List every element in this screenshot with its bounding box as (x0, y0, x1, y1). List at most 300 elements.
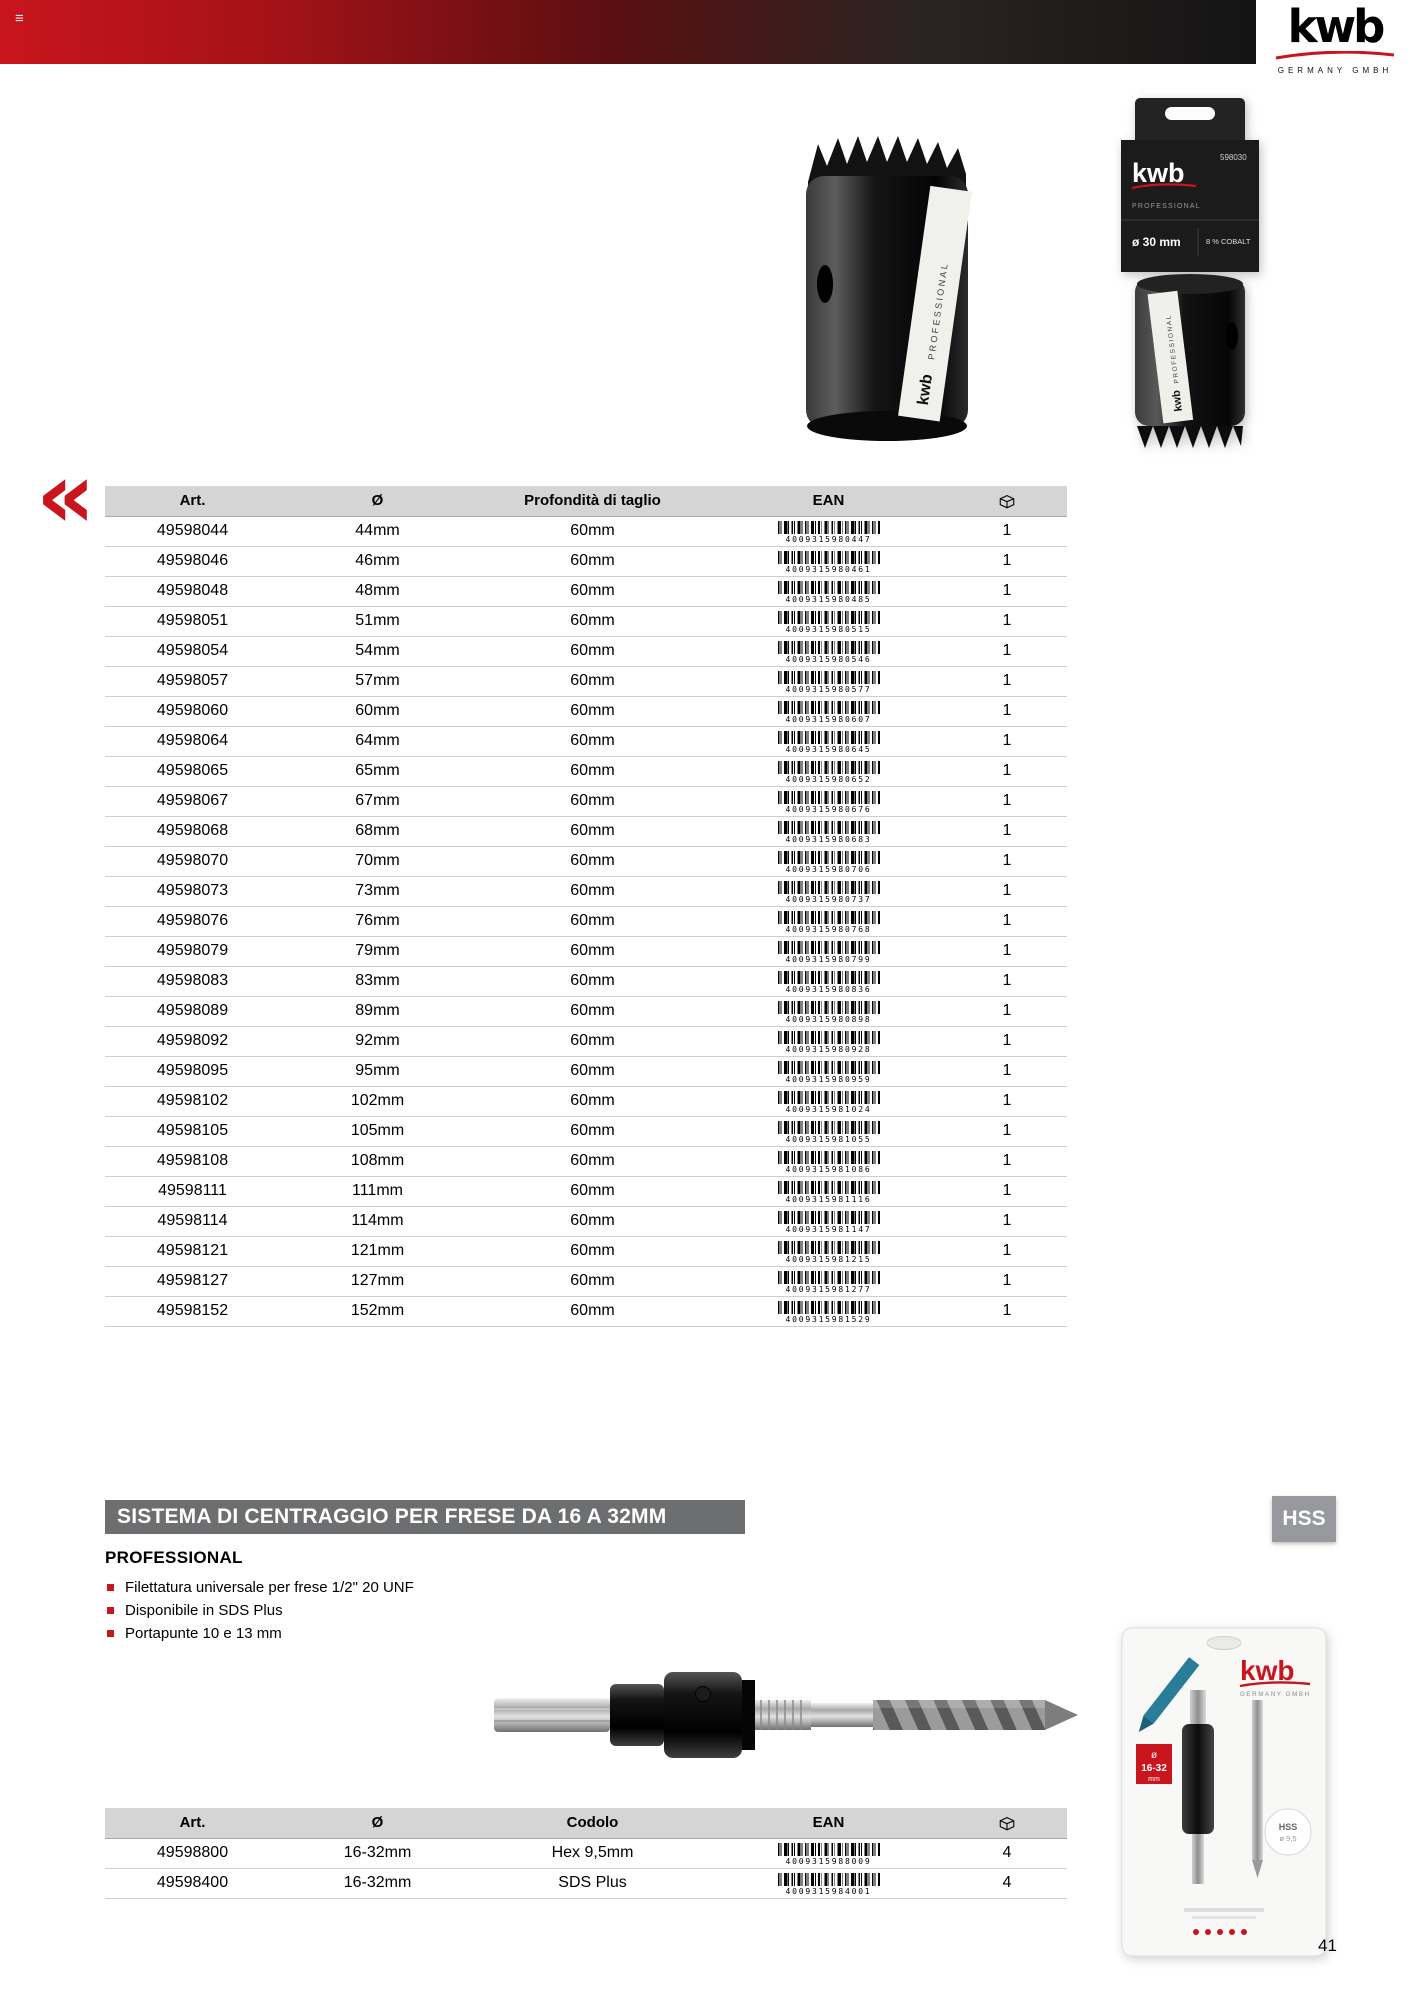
diameter-cell: 48mm (280, 576, 475, 606)
qty-cell: 1 (947, 636, 1067, 666)
hss-circle-label: HSS (1278, 1822, 1298, 1832)
barcode-digits: 4009315981024 (785, 1104, 872, 1114)
ean-barcode (778, 761, 880, 784)
set-screw (696, 1687, 711, 1702)
header-shank: Codolo (475, 1808, 710, 1838)
ean-cell (710, 996, 947, 1026)
qty-cell: 4 (947, 1838, 1067, 1868)
diameter-cell: 89mm (280, 996, 475, 1026)
ean-barcode (778, 1091, 880, 1114)
barcode-bars-icon (778, 761, 880, 774)
barcode-digits: 4009315984001 (785, 1886, 872, 1896)
art-cell: 49598114 (105, 1206, 280, 1236)
art-cell: 49598060 (105, 696, 280, 726)
ean-cell (710, 1838, 947, 1868)
barcode-digits: 4009315981147 (785, 1224, 872, 1234)
ean-cell (710, 1116, 947, 1146)
diameter-cell: 102mm (280, 1086, 475, 1116)
diameter-cell: 68mm (280, 816, 475, 846)
diameter-cell: 16-32mm (280, 1838, 475, 1868)
diameter-cell: 105mm (280, 1116, 475, 1146)
depth-cell: 60mm (475, 1296, 710, 1326)
barcode-digits: 4009315981215 (785, 1254, 872, 1264)
barcode-bars-icon (778, 821, 880, 834)
ean-cell (710, 1176, 947, 1206)
table-row (105, 1056, 1067, 1086)
barcode-bars-icon (778, 971, 880, 984)
barcode-bars-icon (778, 521, 880, 534)
barcode-bars-icon (778, 1843, 880, 1856)
art-cell: 49598095 (105, 1056, 280, 1086)
barcode-bars-icon (778, 941, 880, 954)
art-cell: 49598108 (105, 1146, 280, 1176)
barcode-bars-icon (778, 1061, 880, 1074)
drill-tip (1045, 1700, 1078, 1730)
blister-brand-subtitle: GERMANY GMBH (1240, 1691, 1311, 1698)
ean-barcode (778, 1001, 880, 1024)
qty-cell: 1 (947, 1086, 1067, 1116)
depth-cell: 60mm (475, 1056, 710, 1086)
ean-barcode (778, 581, 880, 604)
diameter-cell: 73mm (280, 876, 475, 906)
ean-cell (710, 1056, 947, 1086)
art-cell: 49598800 (105, 1838, 280, 1868)
barcode-bars-icon (778, 1241, 880, 1254)
diameter-cell: 127mm (280, 1266, 475, 1296)
qty-cell: 1 (947, 1026, 1067, 1056)
diameter-cell: 64mm (280, 726, 475, 756)
barcode-bars-icon (778, 731, 880, 744)
art-cell: 49598079 (105, 936, 280, 966)
table-row (105, 1868, 1067, 1898)
hole-saw-image (792, 104, 982, 457)
barcode-bars-icon (778, 1121, 880, 1134)
ean-cell (710, 1266, 947, 1296)
package-sku: 598030 (1220, 153, 1247, 162)
table-row (105, 1176, 1067, 1206)
qty-cell: 1 (947, 876, 1067, 906)
barcode-digits: 4009315980447 (785, 534, 872, 544)
barcode-bars-icon (778, 1301, 880, 1314)
barcode-bars-icon (778, 791, 880, 804)
ean-barcode (778, 551, 880, 574)
barcode-digits: 4009315980515 (785, 624, 872, 634)
qty-cell: 1 (947, 1206, 1067, 1236)
qty-cell: 1 (947, 846, 1067, 876)
ean-barcode (778, 701, 880, 724)
feature-list (107, 1576, 414, 1645)
barcode-digits: 4009315980737 (785, 894, 872, 904)
barcode-bars-icon (778, 911, 880, 924)
barcode-digits: 4009315980645 (785, 744, 872, 754)
hole-saw-table (105, 486, 1067, 1327)
diameter-cell: 60mm (280, 696, 475, 726)
barcode-digits: 4009315981116 (785, 1194, 872, 1204)
ean-barcode (778, 1061, 880, 1084)
barcode-bars-icon (778, 1031, 880, 1044)
package-series: PROFESSIONAL (1132, 203, 1201, 210)
art-cell: 49598068 (105, 816, 280, 846)
ean-cell (710, 696, 947, 726)
depth-cell: 60mm (475, 756, 710, 786)
art-cell: 49598046 (105, 546, 280, 576)
ean-cell (710, 1206, 947, 1236)
bullet-square-icon (107, 1630, 114, 1637)
arbor-product-image (478, 1636, 1098, 1801)
ean-barcode (778, 1121, 880, 1144)
table-row (105, 1838, 1067, 1868)
diameter-cell: 111mm (280, 1176, 475, 1206)
depth-cell: 60mm (475, 1146, 710, 1176)
barcode-digits: 4009315980577 (785, 684, 872, 694)
qty-cell: 1 (947, 546, 1067, 576)
table-row (105, 1146, 1067, 1176)
barcode-bars-icon (778, 611, 880, 624)
depth-cell: 60mm (475, 636, 710, 666)
barcode-bars-icon (778, 1181, 880, 1194)
barcode-bars-icon (778, 641, 880, 654)
ean-cell (710, 666, 947, 696)
table-row (105, 966, 1067, 996)
ean-cell (710, 876, 947, 906)
diameter-cell: 114mm (280, 1206, 475, 1236)
depth-cell: 60mm (475, 876, 710, 906)
depth-cell: 60mm (475, 696, 710, 726)
art-cell: 49598067 (105, 786, 280, 816)
qty-cell: 4 (947, 1868, 1067, 1898)
arbor-body (1182, 1724, 1214, 1834)
shank-cell: Hex 9,5mm (475, 1838, 710, 1868)
ean-barcode (778, 1301, 880, 1324)
professional-heading: PROFESSIONAL (105, 1548, 243, 1567)
ean-barcode (778, 1873, 880, 1896)
page-number: 41 (1318, 1936, 1337, 1955)
ean-barcode (778, 1271, 880, 1294)
ean-cell (710, 816, 947, 846)
table-row (105, 726, 1067, 756)
ean-barcode (778, 971, 880, 994)
ean-barcode (778, 941, 880, 964)
barcode-digits: 4009315980607 (785, 714, 872, 724)
barcode-digits: 4009315980836 (785, 984, 872, 994)
table-row (105, 876, 1067, 906)
barcode-digits: 4009315980546 (785, 654, 872, 664)
barcode-bars-icon (778, 851, 880, 864)
hss-circle-size: ø 9,5 (1279, 1834, 1297, 1843)
qty-cell: 1 (947, 1266, 1067, 1296)
depth-cell: 60mm (475, 726, 710, 756)
ean-cell (710, 1026, 947, 1056)
depth-cell: 60mm (475, 1116, 710, 1146)
art-cell: 49598057 (105, 666, 280, 696)
feature-item (107, 1599, 414, 1622)
table-row (105, 1266, 1067, 1296)
barcode-digits: 4009315980706 (785, 864, 872, 874)
qty-cell: 1 (947, 1236, 1067, 1266)
barcode-digits: 4009315980461 (785, 564, 872, 574)
depth-cell: 60mm (475, 936, 710, 966)
package-material: 8 % COBALT (1206, 237, 1251, 246)
depth-cell: 60mm (475, 606, 710, 636)
art-cell: 49598400 (105, 1868, 280, 1898)
qty-cell: 1 (947, 906, 1067, 936)
shank-cell: SDS Plus (475, 1868, 710, 1898)
barcode-bars-icon (778, 881, 880, 894)
qty-cell: 1 (947, 726, 1067, 756)
logo-swoosh-icon (1274, 51, 1396, 60)
qty-cell: 1 (947, 936, 1067, 966)
diameter-cell: 16-32mm (280, 1868, 475, 1898)
ean-cell (710, 936, 947, 966)
depth-cell: 60mm (475, 1026, 710, 1056)
art-cell: 49598105 (105, 1116, 280, 1146)
menu-icon[interactable]: ≡ (15, 10, 24, 27)
ean-cell (710, 1868, 947, 1898)
ean-barcode (778, 821, 880, 844)
feature-item (107, 1576, 414, 1599)
saw-label-series: PROFESSIONAL (926, 261, 950, 361)
ean-cell (710, 576, 947, 606)
ean-barcode (778, 1211, 880, 1234)
ean-barcode (778, 671, 880, 694)
table-row (105, 786, 1067, 816)
centering-system-table (105, 1808, 1067, 1899)
depth-cell: 60mm (475, 906, 710, 936)
ean-cell (710, 1236, 947, 1266)
packaged-product-image (1110, 96, 1268, 473)
art-cell: 49598089 (105, 996, 280, 1026)
barcode-digits: 4009315980928 (785, 1044, 872, 1054)
qty-cell: 1 (947, 666, 1067, 696)
saw-teeth (1137, 426, 1243, 448)
range-symbol: ø (1150, 1750, 1158, 1761)
table-row (105, 516, 1067, 546)
table-row (105, 666, 1067, 696)
depth-cell: 60mm (475, 546, 710, 576)
package-saw-series: PROFESSIONAL (1165, 313, 1181, 384)
table-row (105, 816, 1067, 846)
range-value: 16-32 (1141, 1763, 1167, 1774)
diameter-cell: 79mm (280, 936, 475, 966)
header-qty (947, 486, 1067, 516)
brand-logo-text: kwb (1287, 0, 1383, 53)
barcode-bars-icon (778, 671, 880, 684)
header-ean: EAN (710, 486, 947, 516)
qty-cell: 1 (947, 1176, 1067, 1206)
arbor-package-image (1120, 1626, 1328, 1963)
ean-cell (710, 636, 947, 666)
diameter-cell: 51mm (280, 606, 475, 636)
table-row (105, 576, 1067, 606)
art-cell: 49598051 (105, 606, 280, 636)
barcode-bars-icon (778, 581, 880, 594)
qty-cell: 1 (947, 576, 1067, 606)
header-diameter: Ø (280, 486, 475, 516)
barcode-bars-icon (778, 551, 880, 564)
ean-cell (710, 1146, 947, 1176)
header-art: Art. (105, 486, 280, 516)
art-cell: 49598092 (105, 1026, 280, 1056)
barcode-digits: 4009315980959 (785, 1074, 872, 1084)
section-title: SISTEMA DI CENTRAGGIO PER FRESE DA 16 A 32MM (105, 1500, 745, 1534)
diameter-cell: 54mm (280, 636, 475, 666)
qty-cell: 1 (947, 1146, 1067, 1176)
barcode-bars-icon (778, 1151, 880, 1164)
diameter-cell: 46mm (280, 546, 475, 576)
qty-cell: 1 (947, 1296, 1067, 1326)
hex-shank (494, 1698, 610, 1732)
brand-logo (1266, 0, 1404, 76)
diameter-cell: 70mm (280, 846, 475, 876)
depth-cell: 60mm (475, 1176, 710, 1206)
table-body (105, 516, 1067, 1326)
ean-barcode (778, 1241, 880, 1264)
barcode-digits: 4009315981086 (785, 1164, 872, 1174)
barcode-bars-icon (778, 1001, 880, 1014)
depth-cell: 60mm (475, 666, 710, 696)
feature-text: Filettatura universale per frese 1/2" 20 UNF (125, 1579, 414, 1596)
header-qty (947, 1808, 1067, 1838)
feature-text: Disponibile in SDS Plus (125, 1602, 283, 1619)
ean-barcode (778, 1843, 880, 1866)
depth-cell: 60mm (475, 1086, 710, 1116)
qty-cell: 1 (947, 1056, 1067, 1086)
top-bar (0, 0, 1256, 64)
brand-logo-subtitle: GERMANY GMBH (1277, 66, 1393, 76)
qty-cell: 1 (947, 756, 1067, 786)
barcode-bars-icon (778, 1211, 880, 1224)
diameter-cell: 83mm (280, 966, 475, 996)
ean-barcode (778, 851, 880, 874)
header-depth: Profondità di taglio (475, 486, 710, 516)
barcode-digits: 4009315980799 (785, 954, 872, 964)
barcode-bars-icon (778, 1091, 880, 1104)
qty-cell: 1 (947, 606, 1067, 636)
barcode-digits: 4009315981529 (785, 1314, 872, 1324)
diameter-cell: 108mm (280, 1146, 475, 1176)
saw-label-brand: kwb (914, 373, 937, 407)
barcode-digits: 4009315980768 (785, 924, 872, 934)
ean-cell (710, 906, 947, 936)
table-row (105, 546, 1067, 576)
qty-cell: 1 (947, 1116, 1067, 1146)
art-cell: 49598064 (105, 726, 280, 756)
package-saw-brand: kwb (1170, 389, 1185, 413)
art-cell: 49598102 (105, 1086, 280, 1116)
table-row (105, 636, 1067, 666)
diameter-cell: 65mm (280, 756, 475, 786)
ean-cell (710, 756, 947, 786)
drill-bit (1252, 1700, 1263, 1860)
ean-barcode (778, 1031, 880, 1054)
table-row (105, 1206, 1067, 1236)
blister-brand: kwb (1240, 1655, 1295, 1686)
diameter-cell: 92mm (280, 1026, 475, 1056)
depth-cell: 60mm (475, 1206, 710, 1236)
table-row (105, 846, 1067, 876)
ean-barcode (778, 1181, 880, 1204)
diameter-cell: 121mm (280, 1236, 475, 1266)
table-header-row (105, 1808, 1067, 1838)
depth-cell: 60mm (475, 816, 710, 846)
ean-cell (710, 1086, 947, 1116)
hss-badge: HSS (1272, 1496, 1336, 1542)
barcode-digits: 4009315988009 (785, 1856, 872, 1866)
art-cell: 49598054 (105, 636, 280, 666)
bullet-square-icon (107, 1584, 114, 1591)
art-cell: 49598127 (105, 1266, 280, 1296)
ean-cell (710, 786, 947, 816)
qty-cell: 1 (947, 816, 1067, 846)
qty-cell: 1 (947, 786, 1067, 816)
barcode-digits: 4009315980683 (785, 834, 872, 844)
barcode-bars-icon (778, 1873, 880, 1886)
art-cell: 49598076 (105, 906, 280, 936)
table-row (105, 756, 1067, 786)
table-row (105, 996, 1067, 1026)
diameter-cell: 44mm (280, 516, 475, 546)
diameter-cell: 67mm (280, 786, 475, 816)
art-cell: 49598048 (105, 576, 280, 606)
ean-cell (710, 726, 947, 756)
ean-cell (710, 846, 947, 876)
table-row (105, 1116, 1067, 1146)
barcode-digits: 4009315980676 (785, 804, 872, 814)
art-cell: 49598111 (105, 1176, 280, 1206)
art-cell: 49598070 (105, 846, 280, 876)
arbor-collar (664, 1672, 742, 1758)
table-row (105, 1296, 1067, 1326)
art-cell: 49598065 (105, 756, 280, 786)
art-cell: 49598044 (105, 516, 280, 546)
qty-cell: 1 (947, 996, 1067, 1026)
carton-icon (998, 1816, 1016, 1831)
table-row (105, 1236, 1067, 1266)
art-cell: 49598083 (105, 966, 280, 996)
depth-cell: 60mm (475, 846, 710, 876)
table-row (105, 1026, 1067, 1056)
depth-cell: 60mm (475, 996, 710, 1026)
depth-cell: 60mm (475, 966, 710, 996)
depth-cell: 60mm (475, 786, 710, 816)
diameter-cell: 57mm (280, 666, 475, 696)
diameter-cell: 76mm (280, 906, 475, 936)
barcode-bars-icon (778, 701, 880, 714)
package-diameter: ø 30 mm (1132, 235, 1181, 249)
depth-cell: 60mm (475, 1266, 710, 1296)
barcode-bars-icon (778, 1271, 880, 1284)
diameter-cell: 95mm (280, 1056, 475, 1086)
ean-cell (710, 546, 947, 576)
carton-icon (998, 494, 1016, 509)
qty-cell: 1 (947, 696, 1067, 726)
table-row (105, 1086, 1067, 1116)
art-cell: 49598073 (105, 876, 280, 906)
threaded-section (755, 1700, 811, 1730)
feature-item (107, 1622, 414, 1645)
header-ean: EAN (710, 1808, 947, 1838)
barcode-digits: 4009315981277 (785, 1284, 872, 1294)
qty-cell: 1 (947, 516, 1067, 546)
table-body (105, 1838, 1067, 1898)
bullet-square-icon (107, 1607, 114, 1614)
barcode-digits: 4009315981055 (785, 1134, 872, 1144)
table-row (105, 696, 1067, 726)
table-row (105, 936, 1067, 966)
ean-barcode (778, 881, 880, 904)
chevron-marker-icon: « (36, 442, 96, 549)
header-diameter: Ø (280, 1808, 475, 1838)
